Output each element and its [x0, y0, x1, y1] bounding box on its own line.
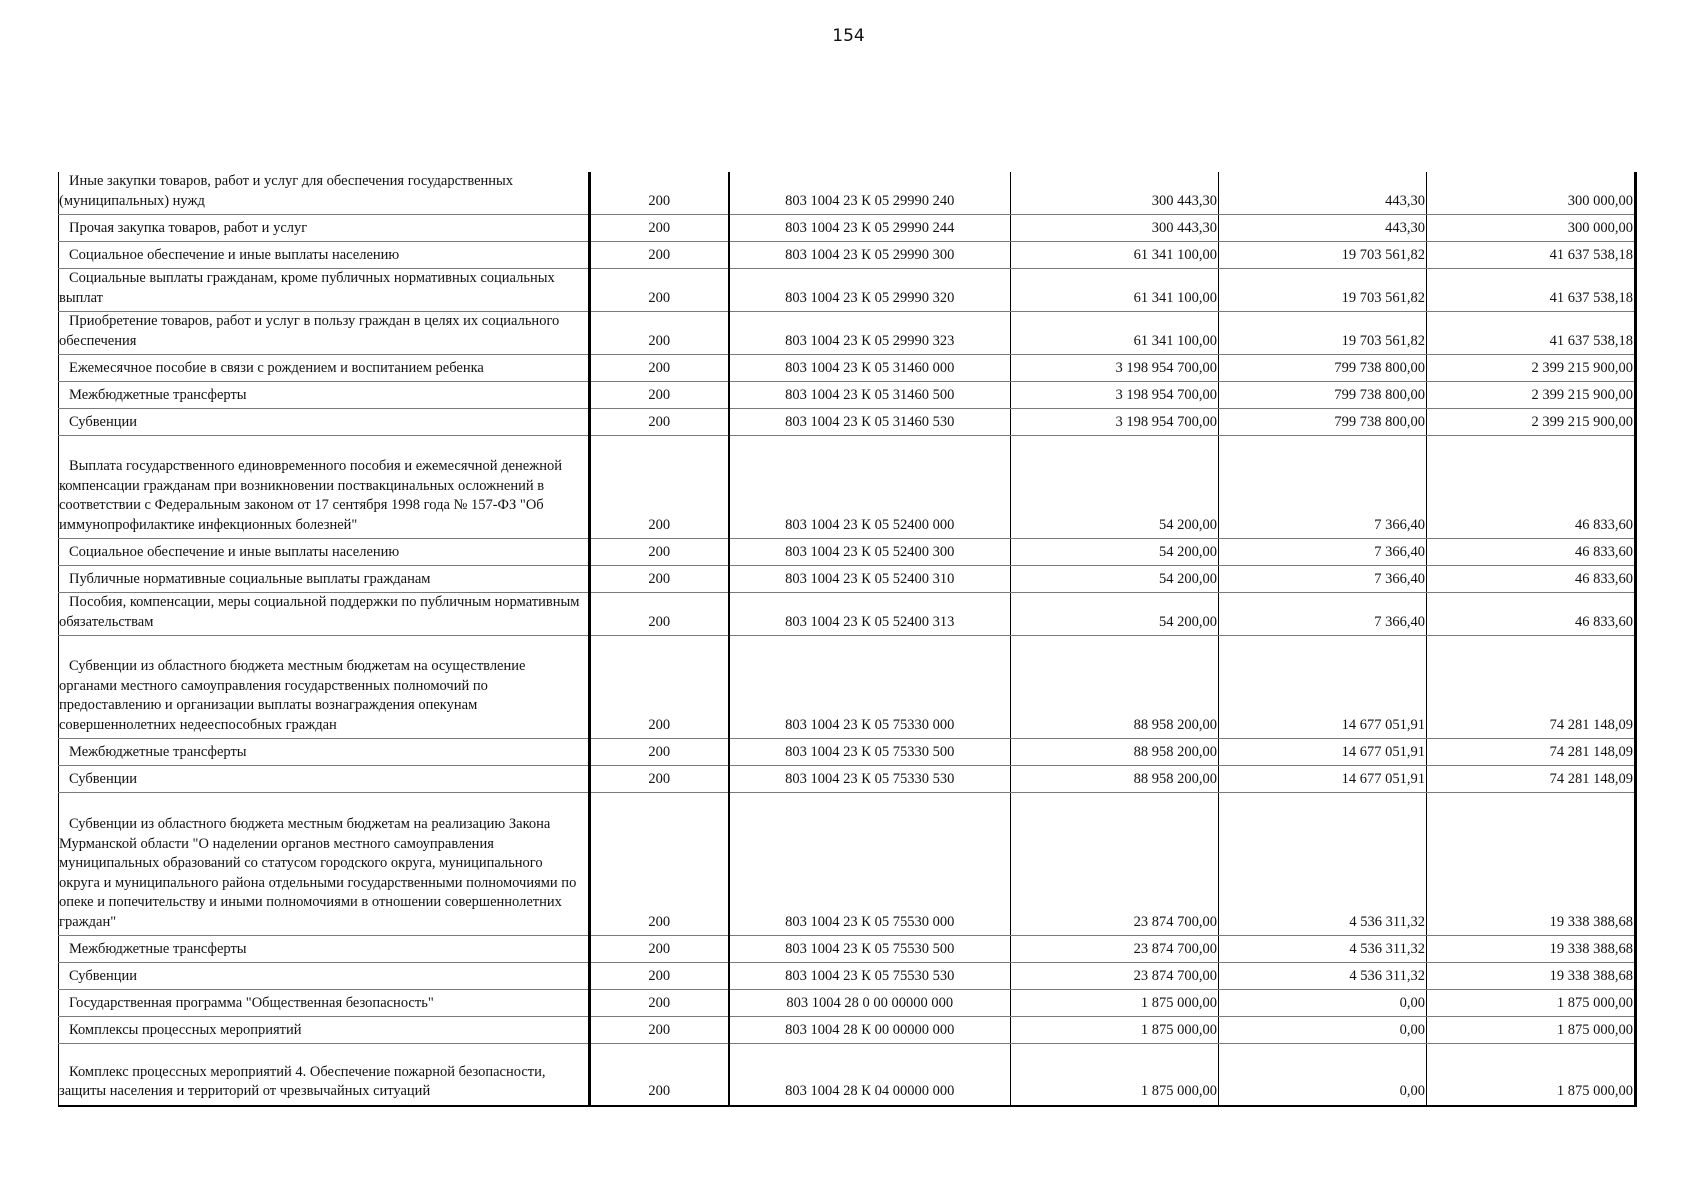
row-line-code: 200	[590, 242, 729, 269]
table-row	[59, 215, 1636, 242]
row-name: Комплекс процессных мероприятий 4. Обеспечение пожарной безопасности, защиты населения и территорий от чрезвычайных ситуаций	[59, 1044, 590, 1106]
row-line-code: 200	[590, 766, 729, 793]
row-budget-classification-code: 803 1004 23 К 05 75530 530	[729, 963, 1011, 990]
table-row	[59, 936, 1636, 963]
row-name: Субвенции из областного бюджета местным бюджетам на осуществление органами местного самоуправления государственных полномочий по предоставлению и организации выплаты вознаграждения опекунам совершеннолетних недееспособных граждан	[59, 636, 590, 739]
row-unexecuted-amount: 46 833,60	[1427, 593, 1636, 636]
row-line-code: 200	[590, 382, 729, 409]
row-name: Межбюджетные трансферты	[59, 739, 590, 766]
row-approved-amount: 54 200,00	[1011, 436, 1219, 539]
row-unexecuted-amount: 74 281 148,09	[1427, 766, 1636, 793]
table-row	[59, 739, 1636, 766]
row-executed-amount: 7 366,40	[1219, 593, 1427, 636]
table-row	[59, 436, 1636, 539]
table-row	[59, 636, 1636, 739]
table-row	[59, 382, 1636, 409]
row-approved-amount: 88 958 200,00	[1011, 636, 1219, 739]
row-budget-classification-code: 803 1004 23 К 05 29990 320	[729, 269, 1011, 312]
row-line-code: 200	[590, 1044, 729, 1106]
row-budget-classification-code: 803 1004 23 К 05 52400 300	[729, 539, 1011, 566]
row-budget-classification-code: 803 1004 23 К 05 75330 000	[729, 636, 1011, 739]
row-line-code: 200	[590, 793, 729, 936]
page-number: 154	[832, 26, 865, 46]
row-executed-amount: 0,00	[1219, 1044, 1427, 1106]
row-approved-amount: 1 875 000,00	[1011, 990, 1219, 1017]
row-approved-amount: 61 341 100,00	[1011, 242, 1219, 269]
row-line-code: 200	[590, 990, 729, 1017]
table-row	[59, 566, 1636, 593]
row-approved-amount: 54 200,00	[1011, 566, 1219, 593]
row-budget-classification-code: 803 1004 28 0 00 00000 000	[729, 990, 1011, 1017]
row-budget-classification-code: 803 1004 23 К 05 75530 500	[729, 936, 1011, 963]
row-executed-amount: 4 536 311,32	[1219, 963, 1427, 990]
row-unexecuted-amount: 2 399 215 900,00	[1427, 409, 1636, 436]
row-budget-classification-code: 803 1004 23 К 05 29990 323	[729, 312, 1011, 355]
row-unexecuted-amount: 1 875 000,00	[1427, 990, 1636, 1017]
row-approved-amount: 300 443,30	[1011, 172, 1219, 215]
row-line-code: 200	[590, 963, 729, 990]
table-row	[59, 793, 1636, 936]
row-line-code: 200	[590, 539, 729, 566]
row-budget-classification-code: 803 1004 23 К 05 75530 000	[729, 793, 1011, 936]
row-name: Субвенции из областного бюджета местным бюджетам на реализацию Закона Мурманской области "О наделении органов местного самоуправления муниципальных образований со статусом городского округа, муниципального округа и муниципального района отдельными государственными полномочиями по опеке и попечительству и иными полномочиями в отношении совершеннолетних граждан"	[59, 793, 590, 936]
row-line-code: 200	[590, 739, 729, 766]
row-executed-amount: 4 536 311,32	[1219, 936, 1427, 963]
row-name: Иные закупки товаров, работ и услуг для обеспечения государственных (муниципальных) нужд	[59, 172, 590, 215]
row-executed-amount: 14 677 051,91	[1219, 636, 1427, 739]
row-executed-amount: 443,30	[1219, 172, 1427, 215]
row-budget-classification-code: 803 1004 23 К 05 31460 500	[729, 382, 1011, 409]
row-unexecuted-amount: 74 281 148,09	[1427, 739, 1636, 766]
row-unexecuted-amount: 19 338 388,68	[1427, 963, 1636, 990]
row-executed-amount: 14 677 051,91	[1219, 766, 1427, 793]
row-name: Межбюджетные трансферты	[59, 936, 590, 963]
row-line-code: 200	[590, 409, 729, 436]
row-name: Прочая закупка товаров, работ и услуг	[59, 215, 590, 242]
row-name: Пособия, компенсации, меры социальной поддержки по публичным нормативным обязательствам	[59, 593, 590, 636]
row-name: Субвенции	[59, 766, 590, 793]
table-row	[59, 766, 1636, 793]
table-row	[59, 539, 1636, 566]
row-budget-classification-code: 803 1004 23 К 05 75330 530	[729, 766, 1011, 793]
row-name: Субвенции	[59, 409, 590, 436]
row-unexecuted-amount: 74 281 148,09	[1427, 636, 1636, 739]
row-executed-amount: 19 703 561,82	[1219, 312, 1427, 355]
row-executed-amount: 4 536 311,32	[1219, 793, 1427, 936]
row-budget-classification-code: 803 1004 23 К 05 29990 240	[729, 172, 1011, 215]
row-executed-amount: 19 703 561,82	[1219, 242, 1427, 269]
row-executed-amount: 0,00	[1219, 990, 1427, 1017]
row-budget-classification-code: 803 1004 23 К 05 29990 300	[729, 242, 1011, 269]
row-executed-amount: 7 366,40	[1219, 436, 1427, 539]
row-approved-amount: 23 874 700,00	[1011, 793, 1219, 936]
row-budget-classification-code: 803 1004 23 К 05 29990 244	[729, 215, 1011, 242]
row-unexecuted-amount: 300 000,00	[1427, 172, 1636, 215]
row-unexecuted-amount: 41 637 538,18	[1427, 242, 1636, 269]
row-unexecuted-amount: 1 875 000,00	[1427, 1017, 1636, 1044]
row-executed-amount: 799 738 800,00	[1219, 382, 1427, 409]
row-approved-amount: 23 874 700,00	[1011, 936, 1219, 963]
table-row	[59, 312, 1636, 355]
row-line-code: 200	[590, 269, 729, 312]
row-executed-amount: 443,30	[1219, 215, 1427, 242]
table-row	[59, 409, 1636, 436]
row-unexecuted-amount: 46 833,60	[1427, 436, 1636, 539]
row-unexecuted-amount: 46 833,60	[1427, 539, 1636, 566]
row-unexecuted-amount: 2 399 215 900,00	[1427, 355, 1636, 382]
row-budget-classification-code: 803 1004 23 К 05 52400 000	[729, 436, 1011, 539]
row-approved-amount: 54 200,00	[1011, 593, 1219, 636]
row-budget-classification-code: 803 1004 23 К 05 52400 313	[729, 593, 1011, 636]
row-executed-amount: 799 738 800,00	[1219, 355, 1427, 382]
row-approved-amount: 1 875 000,00	[1011, 1044, 1219, 1106]
table-row	[59, 269, 1636, 312]
row-unexecuted-amount: 19 338 388,68	[1427, 936, 1636, 963]
row-budget-classification-code: 803 1004 28 К 04 00000 000	[729, 1044, 1011, 1106]
row-unexecuted-amount: 19 338 388,68	[1427, 793, 1636, 936]
row-budget-classification-code: 803 1004 23 К 05 31460 530	[729, 409, 1011, 436]
table-row	[59, 1017, 1636, 1044]
row-name: Социальное обеспечение и иные выплаты населению	[59, 539, 590, 566]
row-unexecuted-amount: 46 833,60	[1427, 566, 1636, 593]
row-executed-amount: 14 677 051,91	[1219, 739, 1427, 766]
row-approved-amount: 300 443,30	[1011, 215, 1219, 242]
row-approved-amount: 23 874 700,00	[1011, 963, 1219, 990]
row-name: Ежемесячное пособие в связи с рождением и воспитанием ребенка	[59, 355, 590, 382]
table-body	[59, 172, 1636, 1106]
row-approved-amount: 61 341 100,00	[1011, 269, 1219, 312]
table-row	[59, 963, 1636, 990]
budget-execution-table	[58, 172, 1637, 1107]
row-line-code: 200	[590, 355, 729, 382]
row-budget-classification-code: 803 1004 23 К 05 75330 500	[729, 739, 1011, 766]
row-approved-amount: 3 198 954 700,00	[1011, 382, 1219, 409]
row-name: Социальные выплаты гражданам, кроме публичных нормативных социальных выплат	[59, 269, 590, 312]
row-budget-classification-code: 803 1004 28 К 00 00000 000	[729, 1017, 1011, 1044]
row-unexecuted-amount: 1 875 000,00	[1427, 1044, 1636, 1106]
row-name: Комплексы процессных мероприятий	[59, 1017, 590, 1044]
row-name: Выплата государственного единовременного пособия и ежемесячной денежной компенсации гражданам при возникновении поствакцинальных осложнений в соответствии с Федеральным законом от 17 сентября 1998 года № 157-ФЗ "Об иммунопрофилактике инфекционных болезней"	[59, 436, 590, 539]
row-budget-classification-code: 803 1004 23 К 05 31460 000	[729, 355, 1011, 382]
row-approved-amount: 88 958 200,00	[1011, 739, 1219, 766]
row-executed-amount: 7 366,40	[1219, 539, 1427, 566]
row-name: Приобретение товаров, работ и услуг в пользу граждан в целях их социального обеспечения	[59, 312, 590, 355]
table-row	[59, 1044, 1636, 1106]
row-approved-amount: 88 958 200,00	[1011, 766, 1219, 793]
table-row	[59, 172, 1636, 215]
row-name: Публичные нормативные социальные выплаты гражданам	[59, 566, 590, 593]
table-row	[59, 593, 1636, 636]
row-unexecuted-amount: 41 637 538,18	[1427, 269, 1636, 312]
row-executed-amount: 0,00	[1219, 1017, 1427, 1044]
table-row	[59, 355, 1636, 382]
row-line-code: 200	[590, 1017, 729, 1044]
row-line-code: 200	[590, 215, 729, 242]
row-line-code: 200	[590, 636, 729, 739]
row-approved-amount: 3 198 954 700,00	[1011, 409, 1219, 436]
row-approved-amount: 61 341 100,00	[1011, 312, 1219, 355]
row-line-code: 200	[590, 172, 729, 215]
row-executed-amount: 7 366,40	[1219, 566, 1427, 593]
row-line-code: 200	[590, 593, 729, 636]
row-approved-amount: 1 875 000,00	[1011, 1017, 1219, 1044]
row-name: Субвенции	[59, 963, 590, 990]
table-row	[59, 242, 1636, 269]
row-executed-amount: 19 703 561,82	[1219, 269, 1427, 312]
row-executed-amount: 799 738 800,00	[1219, 409, 1427, 436]
row-approved-amount: 3 198 954 700,00	[1011, 355, 1219, 382]
row-line-code: 200	[590, 936, 729, 963]
row-budget-classification-code: 803 1004 23 К 05 52400 310	[729, 566, 1011, 593]
row-line-code: 200	[590, 566, 729, 593]
row-line-code: 200	[590, 436, 729, 539]
row-unexecuted-amount: 2 399 215 900,00	[1427, 382, 1636, 409]
row-name: Социальное обеспечение и иные выплаты населению	[59, 242, 590, 269]
row-line-code: 200	[590, 312, 729, 355]
row-name: Межбюджетные трансферты	[59, 382, 590, 409]
row-unexecuted-amount: 300 000,00	[1427, 215, 1636, 242]
table-row	[59, 990, 1636, 1017]
row-name: Государственная программа "Общественная безопасность"	[59, 990, 590, 1017]
row-approved-amount: 54 200,00	[1011, 539, 1219, 566]
row-unexecuted-amount: 41 637 538,18	[1427, 312, 1636, 355]
